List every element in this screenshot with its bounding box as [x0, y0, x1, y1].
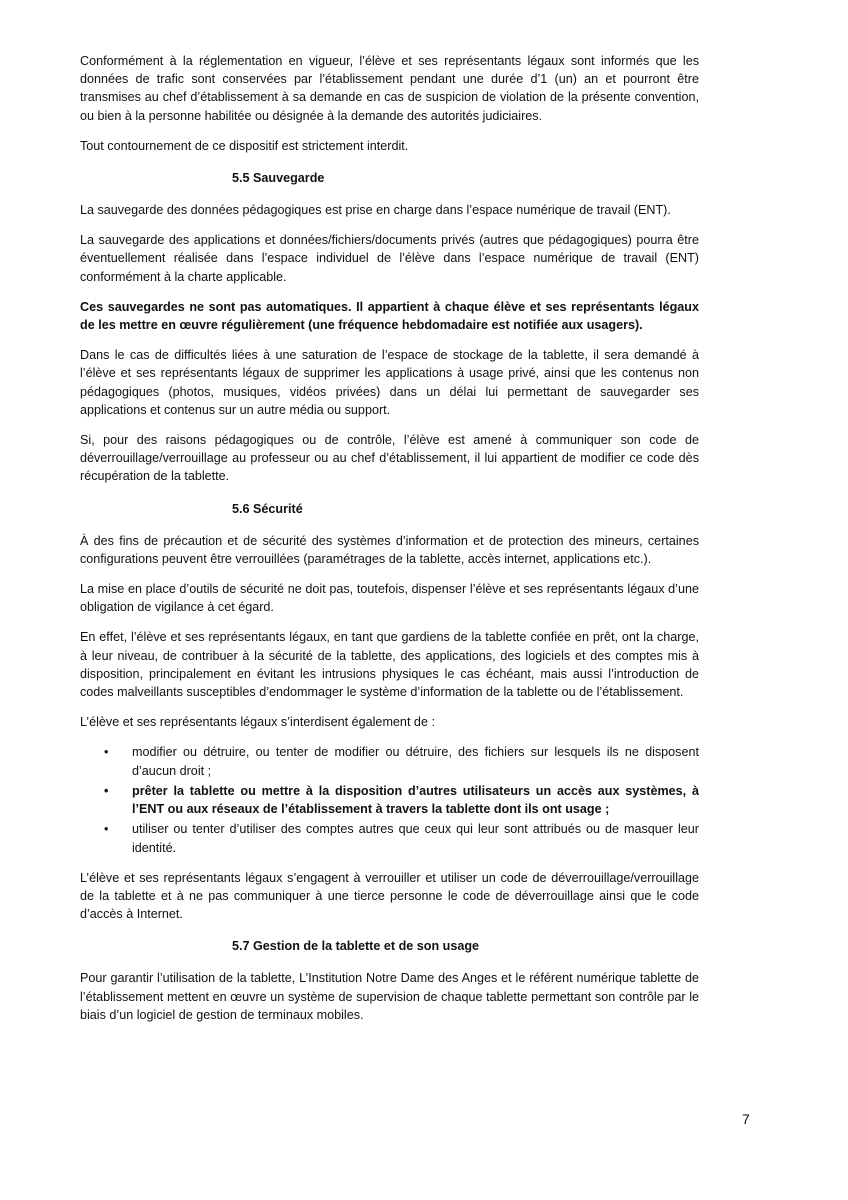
paragraph-data-retention: Conformément à la réglementation en vigueur, l’élève et ses représentants légaux sont informés que les données de trafic sont conservées par l’établissement pendant une durée d’1 (un) an et pourront être transmises au chef d’établissement à sa demande en cas de suspicion de violation de la présente convention, ou bien à la personne habilitée ou désignée à la demande des autorités judiciaires. — [80, 54, 699, 123]
paragraph-bypass-forbidden: Tout contournement de ce dispositif est strictement interdit. — [80, 138, 409, 153]
page-content — [80, 52, 699, 1036]
section-title-5-6: 5.6 Sécurité — [232, 501, 303, 516]
paragraph-unlock-code: Si, pour des raisons pédagogiques ou de contrôle, l’élève est amené à communiquer son code de déverrouillage/verrouillage au professeur ou au chef d’établissement, il lui appartient de modifier ce code dès récupération de la tablette. — [80, 433, 699, 484]
section-title-5-5: 5.5 Sauvegarde — [232, 171, 325, 186]
section-title-5-7: 5.7 Gestion de la tablette et de son usage — [232, 939, 480, 954]
paragraph-prohibitions-intro: L’élève et ses représentants légaux s’interdisent également de : — [80, 715, 435, 730]
paragraph-storage-saturation: Dans le cas de difficultés liées à une saturation de l’espace de stockage de la tablette, il sera demandé à l’élève et ses représentants légaux de supprimer les applications à usage privé, ainsi que les contenus non pédagogiques (photos, musiques, vidéos privées) dans un délai lui permettant de sauvegarder ses applications et contenus sur un autre média ou support. — [80, 348, 699, 417]
list-item-text: prêter la tablette ou mettre à la disposition d’autres utilisateurs un accès aux systèmes, à l’ENT ou aux réseaux de l’établissement à travers la tablette dont ils ont usage ; — [132, 783, 699, 817]
paragraph-vigilance: La mise en place d’outils de sécurité ne doit pas, toutefois, dispenser l’élève et ses représentants légaux d’une obligation de vigilance à cet égard. — [80, 582, 699, 615]
paragraph-guardian-responsibility: En effet, l’élève et ses représentants légaux, en tant que gardiens de la tablette confiée en prêt, ont la charge, à leur niveau, de contribuer à la sécurité de la tablette, des applications, des logiciels et des comptes mis à disposition, principalement en évitant les intrusions physiques le cas échéant, mais aussi l’introduction de codes malveillants susceptibles d’endommager le système d’information de la tablette ou de l’établissement. — [80, 630, 699, 700]
paragraph-backup-not-automatic: Ces sauvegardes ne sont pas automatiques. Il appartient à chaque élève et ses représentants légaux de les mettre en œuvre régulièrement (une fréquence hebdomadaire est notifiée aux usagers). — [80, 299, 699, 333]
paragraph-lock-commitment: L’élève et ses représentants légaux s’engagent à verrouiller et utiliser un code de déverrouillage/verrouillage de la tablette et à ne pas communiquer à une tierce personne le code de déverrouillage ainsi que le code d’accès à Internet. — [80, 870, 699, 922]
page-number: 7 — [742, 1111, 750, 1127]
bullet-icon: • — [104, 822, 109, 837]
bullet-icon: • — [104, 745, 109, 760]
list-item-text: utiliser ou tenter d’utiliser des comptes autres que ceux qui leur sont attribués ou de masquer leur identité. — [132, 822, 699, 855]
list-item — [80, 820, 699, 856]
paragraph-locked-configurations: À des fins de précaution et de sécurité des systèmes d’information et de protection des mineurs, certaines configurations peuvent être verrouillées (paramétrages de la tablette, accès internet, applications etc.). — [80, 533, 699, 566]
paragraph-supervision-system: Pour garantir l’utilisation de la tablette, L’Institution Notre Dame des Anges et le référent numérique tablette de l’établissement mettent en œuvre un système de supervision de chaque tablette permettant son contrôle par le biais d’un logiciel de gestion de terminaux mobiles. — [80, 971, 699, 1022]
list-item — [80, 743, 699, 779]
list-item-text: modifier ou détruire, ou tenter de modifier ou détruire, des fichiers sur lesquels ils ne disposent d’aucun droit ; — [132, 745, 699, 778]
paragraph-ent-backup: La sauvegarde des données pédagogiques est prise en charge dans l’espace numérique de travail (ENT). — [80, 203, 671, 218]
list-item — [80, 782, 699, 818]
prohibitions-list — [80, 743, 699, 856]
bullet-icon: • — [104, 783, 109, 798]
paragraph-private-backup: La sauvegarde des applications et données/fichiers/documents privés (autres que pédagogiques) pourra être éventuellement réalisée dans l’espace individuel de l’élève dans l’espace numérique de travail (ENT) conformément à la charte applicable. — [80, 233, 699, 284]
